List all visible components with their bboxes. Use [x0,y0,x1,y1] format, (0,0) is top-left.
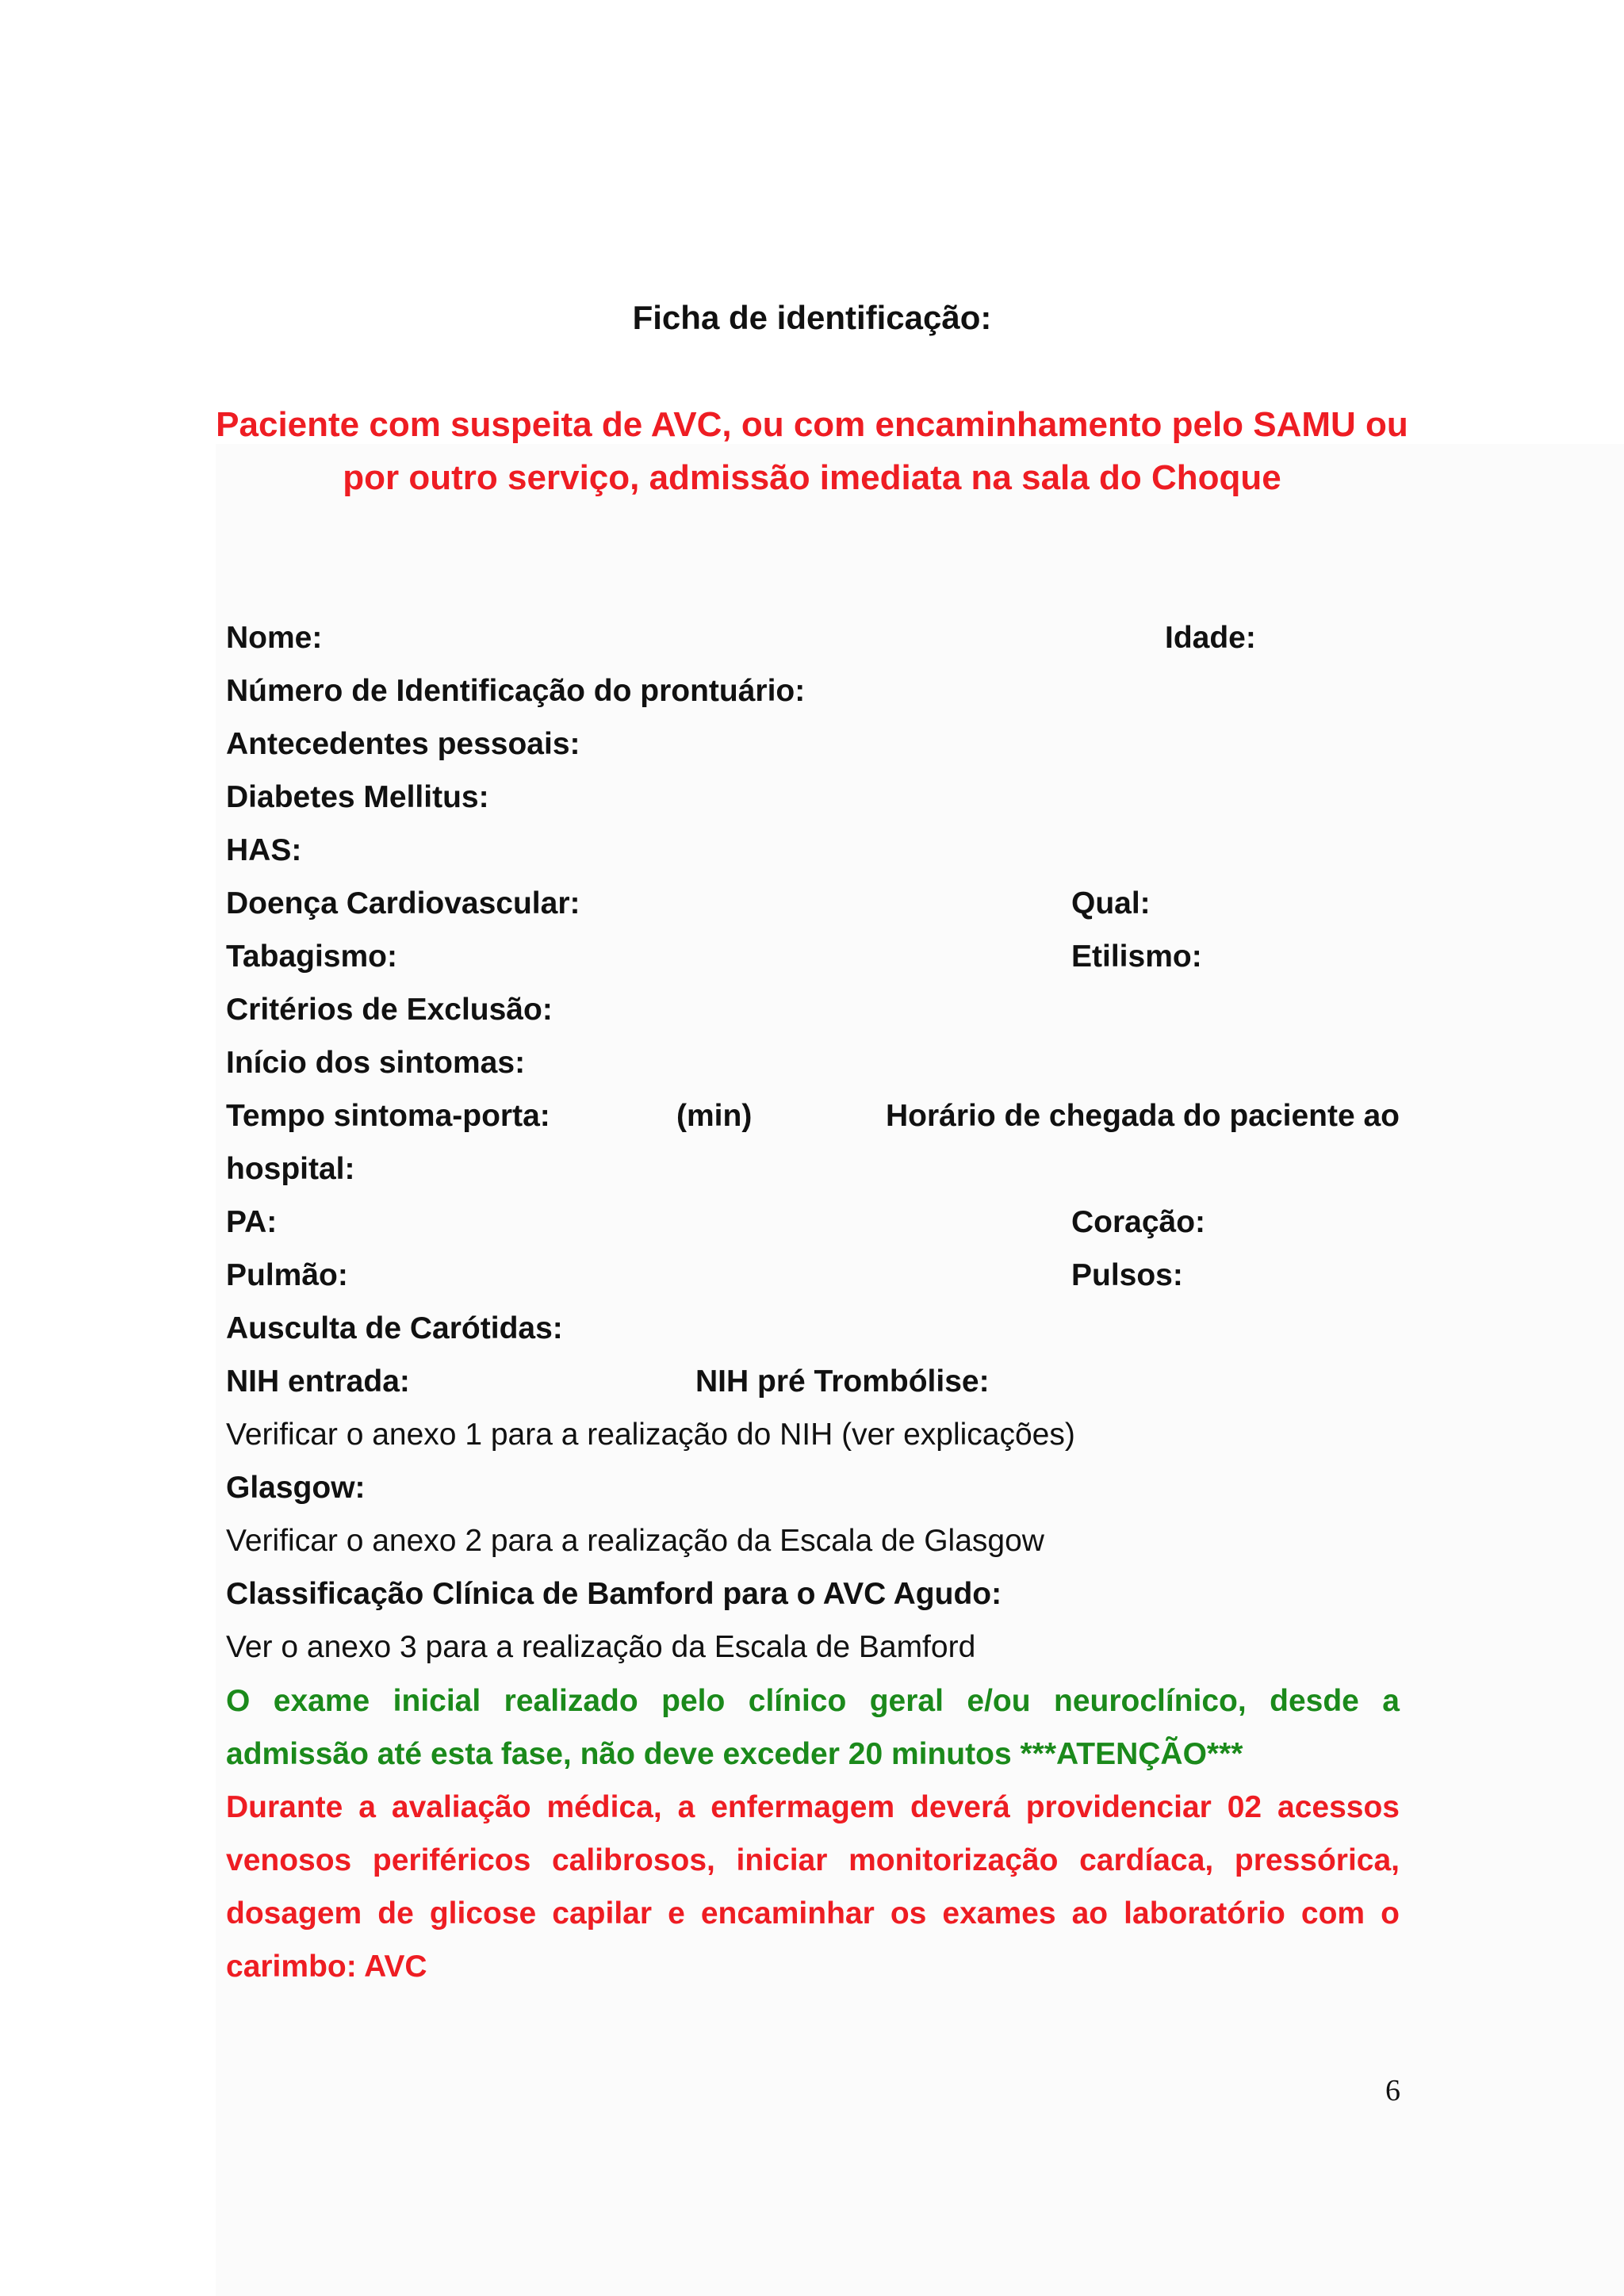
red-nursing-notice: Durante a avaliação médica, a enfermagem deverá providenciar 02 acessos venosos periféricos calibrosos, iniciar monitorização cardíaca, pressórica, dosagem de glicose capilar e encaminhar os exames ao laboratório com o carimbo: AVC [226,1790,1400,1984]
row-hospital [226,1143,1400,1196]
label-inicio-sintomas: Início dos sintomas: [226,1046,526,1080]
label-glasgow: Glasgow: [226,1471,366,1505]
label-qual: Qual: [1071,886,1151,920]
label-pa: PA: [226,1205,278,1239]
label-tempo-sintoma-porta: Tempo sintoma-porta: [226,1099,550,1133]
row-ausculta-carotidas [226,1303,1400,1355]
row-tempo-sintoma-porta [226,1090,1400,1142]
row-nih [226,1356,1400,1408]
label-bamford: Classificação Clínica de Bamford para o AVC Agudo: [226,1577,1002,1611]
label-nome: Nome: [226,621,323,655]
row-has [226,825,1400,877]
row-nome-idade [226,612,1400,664]
row-glasgow [226,1462,1400,1514]
row-numero-prontuario [226,665,1400,718]
label-pulmao: Pulmão: [226,1258,348,1292]
text-verificar-anexo2: Verificar o anexo 2 para a realização da Escala de Glasgow [226,1524,1044,1558]
label-etilismo: Etilismo: [1071,939,1202,974]
label-doenca-cardiovascular: Doença Cardiovascular: [226,886,580,920]
row-verificar-anexo2 [226,1515,1400,1567]
label-horario-chegada: Horário de chegada do paciente ao [886,1099,1400,1133]
row-inicio-sintomas [226,1037,1400,1089]
admission-notice-heading: Paciente com suspeita de AVC, ou com encaminhamento pelo SAMU ou por outro serviço, admissão imediata na sala do Choque [216,405,1408,497]
label-pulsos: Pulsos: [1071,1258,1183,1292]
row-verificar-anexo1 [226,1409,1400,1461]
page-number: 6 [1385,2074,1400,2107]
label-criterios-exclusao: Critérios de Exclusão: [226,993,553,1027]
label-tabagismo: Tabagismo: [226,939,397,974]
label-antecedentes: Antecedentes pessoais: [226,727,580,761]
label-nih-pre-trombolise: NIH pré Trombólise: [695,1364,990,1399]
row-ver-anexo3 [226,1621,1400,1674]
label-has: HAS: [226,833,302,867]
label-hospital: hospital: [226,1152,355,1186]
text-ver-anexo3: Ver o anexo 3 para a realização da Escala de Bamford [226,1630,976,1664]
row-diabetes [226,771,1400,824]
label-min: (min) [676,1099,753,1133]
label-numero-prontuario: Número de Identificação do prontuário: [226,674,806,708]
text-verificar-anexo1: Verificar o anexo 1 para a realização do NIH (ver explicações) [226,1418,1075,1452]
label-idade: Idade: [1165,621,1256,655]
row-bamford [226,1568,1400,1621]
label-diabetes: Diabetes Mellitus: [226,780,489,814]
label-nih-entrada: NIH entrada: [226,1364,410,1399]
row-doenca-cardiovascular [226,878,1400,930]
row-criterios-exclusao [226,984,1400,1036]
row-tabagismo-etilismo [226,931,1400,983]
green-time-notice: O exame inicial realizado pelo clínico geral e/ou neuroclínico, desde a admissão até esta fase, não deve exceder 20 minutos ***ATENÇÃO*** [226,1684,1400,1771]
row-pulmao-pulsos [226,1249,1400,1302]
row-antecedentes [226,718,1400,771]
label-coracao: Coração: [1071,1205,1206,1239]
page-title: Ficha de identificação: [632,299,992,336]
row-pa-coracao [226,1196,1400,1249]
label-ausculta-carotidas: Ausculta de Carótidas: [226,1311,563,1345]
